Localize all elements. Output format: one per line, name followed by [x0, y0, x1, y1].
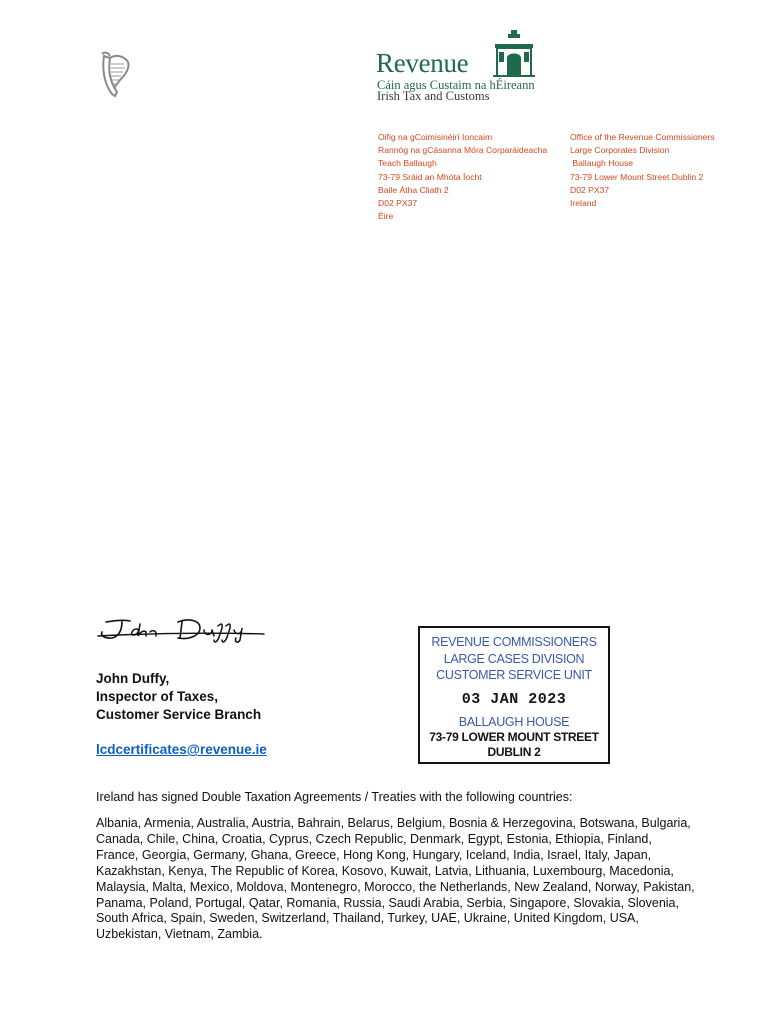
logo-wordmark: Revenue — [376, 48, 469, 78]
signer-branch: Customer Service Branch — [96, 707, 262, 722]
address-line: D02 PX37 — [378, 197, 418, 208]
address-line: Ireland — [570, 197, 597, 208]
address-line: Office of the Revenue Commissioners — [570, 132, 715, 142]
stamp-line: DUBLIN 2 — [487, 744, 541, 759]
address-line: Teach Ballaugh — [378, 158, 437, 169]
address-line: 73-79 Sráid an Mhóta Íocht — [378, 171, 482, 182]
stamp-line: REVENUE COMMISSIONERS — [431, 635, 597, 649]
address-line: Éire — [378, 211, 394, 222]
stamp-line: CUSTOMER SERVICE UNIT — [436, 668, 592, 682]
address-line: 73-79 Lower Mount Street Dublin 2 — [570, 171, 704, 182]
official-stamp — [418, 626, 610, 764]
email-link[interactable]: lcdcertificates@revenue.ie — [96, 742, 267, 757]
address-line: Oifig na gCoimisinéirí Ioncaim — [378, 132, 493, 142]
logo-irish-name: Cáin agus Custaim na hÉireann — [377, 78, 535, 92]
stamp-line: BALLAUGH HOUSE — [458, 714, 570, 729]
intro-paragraph: Ireland has signed Double Taxation Agreements / Treaties with the following countries: — [96, 790, 573, 804]
address-irish — [378, 131, 547, 223]
harp-icon — [98, 50, 132, 98]
address-line: Baile Átha Cliath 2 — [378, 184, 449, 195]
signer-title: Inspector of Taxes, — [96, 689, 219, 704]
address-line: D02 PX37 — [570, 184, 610, 195]
address-line: Rannóg na gCásanna Móra Corparáideacha — [378, 145, 548, 156]
countries-paragraph: Albania, Armenia, Australia, Austria, Bahrain, Belarus, Belgium, Bosnia & Herzegovina, Botswana, Bulgaria, Canada, Chile, China, Croatia, Cyprus, Czech Republic, Denmark, Egypt, Estonia, Ethiopia, Finland, France, Georgia, Germany, Ghana, Greece, Hong Kong, Hungary, Iceland, India, Israel, Italy, Japan, Kazakhstan, Kenya, The Republic of Korea, Kosovo, Kuwait, Latvia, Lithuania, Luxembourg, Macedonia, Malaysia, Malta, Mexico, Moldova, Montenegro, Morocco, the Netherlands, New Zealand, Norway, Pakistan, Panama, Poland, Portugal, Qatar, Romania, Russia, Saudi Arabia, Serbia, Singapore, Slovakia, Slovenia, South Africa, Spain, Sweden, Switzerland, Thailand, Turkey, UAE, Ukraine, United Kingdom, USA, Uzbekistan, Vietnam, Zambia. — [96, 816, 695, 942]
address-line: Ballaugh House — [570, 158, 634, 169]
stamp-line: LARGE CASES DIVISION — [443, 651, 585, 666]
address-line: Large Corporates Division — [570, 145, 670, 156]
custom-house-icon — [493, 28, 535, 82]
address-english — [570, 131, 715, 210]
stamp-line: 73-79 LOWER MOUNT STREET — [429, 730, 599, 744]
logo-english-name: Irish Tax and Customs — [377, 90, 490, 100]
stamp-date: 03 JAN 2023 — [461, 690, 567, 708]
revenue-logo — [376, 28, 536, 100]
signer-block — [96, 670, 261, 724]
handwritten-signature — [96, 612, 268, 646]
signer-name: John Duffy, — [96, 671, 170, 686]
